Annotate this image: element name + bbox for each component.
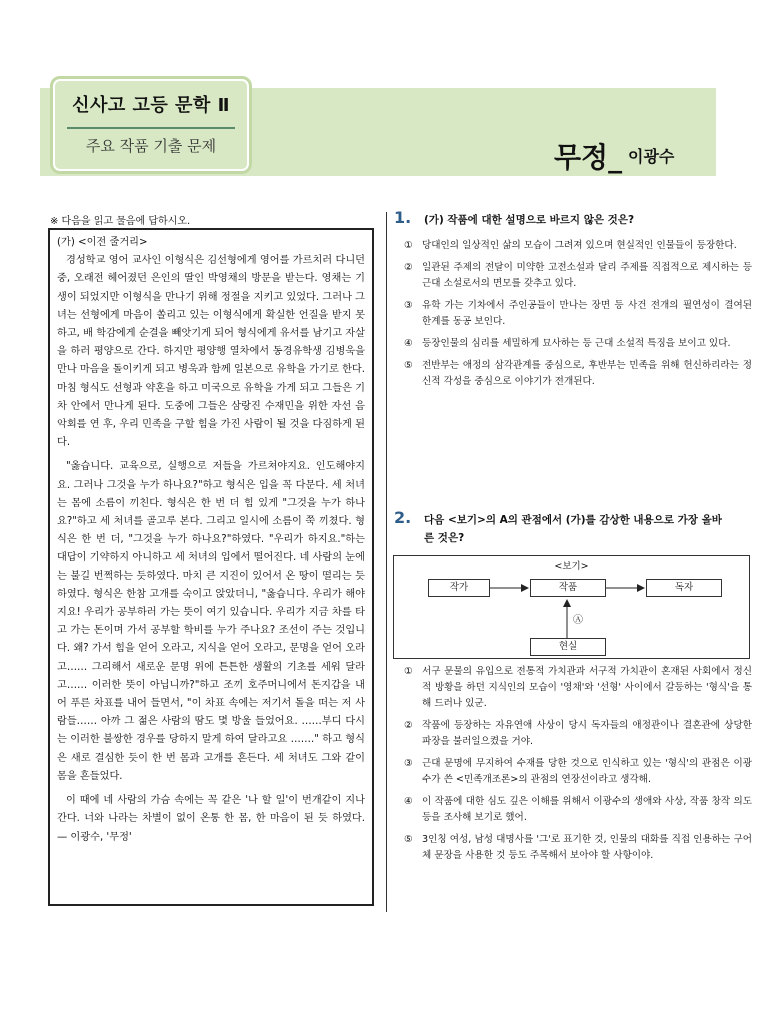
work-author: 이광수: [628, 147, 675, 166]
node-reader: 독자: [646, 579, 722, 597]
option[interactable]: ⑤ 전반부는 애정의 삼각관계를 중심으로, 후반부는 민족을 위해 헌신하리라는 정신적 각성을 중심으로 이야기가 전개된다.: [404, 360, 752, 387]
bogi-label: <보기>: [554, 561, 589, 572]
title-divider: [67, 127, 235, 129]
option[interactable]: ① 서구 문물의 유입으로 전통적 가치관과 서구적 가치관이 혼재된 사회에서 정신적 방황을 하던 지식인의 모습이 '영채'와 '선형' 사이에서 갈등하는 '형식'을 통해 드러나 있군.: [404, 666, 752, 709]
node-work: 작품: [530, 579, 606, 597]
option[interactable]: ② 일관된 주제의 전달이 미약한 고전소설과 달리 주제를 직접적으로 제시하는 등 근대 소설로서의 면모를 갖추고 있다.: [404, 262, 752, 289]
work-title: 무정_: [554, 141, 623, 174]
book-title: 신사고 고등 문학 Ⅱ: [72, 95, 230, 116]
instruction: ※ 다음을 읽고 물음에 답하시오.: [50, 216, 191, 227]
passage-box: [48, 228, 374, 906]
option[interactable]: ③ 근대 문명에 무지하여 수재를 당한 것으로 인식하고 있는 '형식'의 관점은 이광수가 쓴 <민족개조론>의 관점의 연장선이라고 생각해.: [404, 758, 752, 785]
book-subtitle: 주요 작품 기출 문제: [85, 137, 217, 155]
book-title-box: [50, 76, 252, 174]
question-2-text: 다음 <보기>의 A의 관점에서 (가)를 감상한 내용으로 가장 올바른 것은?: [424, 514, 722, 544]
question-2-options: [404, 664, 752, 870]
bogi-diagram: [393, 555, 750, 659]
option[interactable]: ③ 유학 가는 기차에서 주인공들이 만나는 장면 등 사건 전개의 필연성이 결여된 한계를 동공 보인다.: [404, 300, 752, 327]
marker-a: Ⓐ: [573, 615, 583, 626]
column-divider: [386, 212, 387, 912]
question-1-options: [404, 238, 752, 396]
option[interactable]: ⑤ 3인칭 여성, 남성 대명사를 '그'로 표기한 것, 인물의 대화를 직접 인용하는 구어체 문장을 사용한 것 등도 주목해서 보아야 할 사항이야.: [404, 834, 752, 861]
option[interactable]: ② 작품에 등장하는 자유연애 사상이 당시 독자들의 애정관이나 결혼관에 상당한 파장을 불러일으켰을 거야.: [404, 720, 752, 747]
option[interactable]: ④ 등장인물의 심리를 세밀하게 묘사하는 등 근대 소설적 특징을 보이고 있다.: [404, 338, 731, 349]
option[interactable]: ① 당대인의 일상적인 삶의 모습이 그려져 있으며 현실적인 인물들이 등장한다.: [404, 240, 737, 251]
passage-paragraph: 이 때에 네 사람의 가슴 속에는 꼭 같은 '나 할 일'이 번개같이 지나간다. 너와 나라는 차별이 없이 온통 한 몸, 한 마음이 된 듯 하였다. — 이광수, '무정': [57, 795, 365, 843]
passage-paragraph: "옳습니다. 교육으로, 실행으로 저들을 가르쳐야지요. 인도해야지요. 그러나 그것을 누가 하나요?"하고 형식은 입을 꼭 다문다. 세 처녀는 몸에 소름이 끼친다. 형식은 한 번 더 힘 있게 "그것을 누가 하나요?"하고 세 처녀를 골고루 본다. 그리고 일시에 소름이 쭉 끼쳤다. 형식은 한 번 더, "그것을 누가 하나요?"하였다. "우리가 하지요."하는 대답이 기약하지 아니하고 세 처녀의 입에서 떨어진다. 네 사람의 눈에는 불길 번쩍하는 듯하였다. 마치 큰 지진이 있어서 온 땅이 떨리는 듯하였다. 형식은 한참 고개를 숙이고 앉았더니, "옳습니다. 우리가 해야지요! 우리가 공부하러 가는 뜻이 여기 있습니다. 우리가 지금 차를 타고 가는 돈이며 가서 공부할 학비를 누가 주나요? 조선이 주는 것입니다. 왜? 가서 힘을 얻어 오라고, 지식을 얻어 오라고, 문명을 얻어 오라고…… 그리해서 새로운 문명 위에 튼튼한 생활의 기초를 세워 달라고…… 이러한 뜻이 아닙니까?"하고 조끼 호주머니에서 돈지갑을 내어 푸른 차표를 내어 들면서, "이 차표 속에는 저기서 돌을 떠는 저 사람들…… 아까 그 젊은 사람의 땀도 몇 방울 들었어요. ……부디 다시는 이러한 불쌍한 경우를 당하지 말게 하여 달라고요 ……." 하고 형식은 새로 결심한 듯이 한 번 몸과 고개를 흔든다. 세 처녀도 그와 같이 몸을 흔들었다.: [57, 461, 365, 782]
question-1-text: (가) 작품에 대한 설명으로 바르지 않은 것은?: [424, 214, 635, 226]
passage-paragraph: 경성학교 영어 교사인 이형식은 김선형에게 영어를 가르치러 다니던 중, 오래전 헤어졌던 은인의 딸인 박영채의 방문을 받는다. 영채는 기생이 되었지만 이형식을 만나기 위해 정절을 지키고 있었다. 그러나 그녀는 선형에게 마음이 쏠리고 있는 이형식에게 확실한 언질을 받지 못하고, 배 학감에게 순결을 빼앗기게 되어 형식에게 유서를 남기고 자살을 하러 평양으로 간다. 하지만 평양행 열차에서 동경유학생 김병욱을 만나 마음을 돌이키게 되고 병욱과 함께 일본으로 유학을 가기로 한다. 마침 형식도 선형과 약혼을 하고 미국으로 유학을 가게 되고 그들은 기차 안에서 만나게 된다. 도중에 그들은 삼랑진 수재민을 위한 자선 음악회를 연 후, 우리 민족을 구할 힘을 가진 사람이 될 것을 다짐하게 된다.: [57, 255, 365, 449]
question-1-number: 1.: [394, 208, 412, 227]
passage-label: (가) <이전 줄거리>: [57, 237, 148, 248]
node-reality: 현실: [530, 638, 606, 656]
option[interactable]: ④ 이 작품에 대한 심도 깊은 이해를 위해서 이광수의 생애와 사상, 작품 창작 의도 등을 조사해 보기로 했어.: [404, 796, 752, 823]
question-2-number: 2.: [394, 508, 412, 527]
node-writer: 작가: [428, 579, 490, 597]
